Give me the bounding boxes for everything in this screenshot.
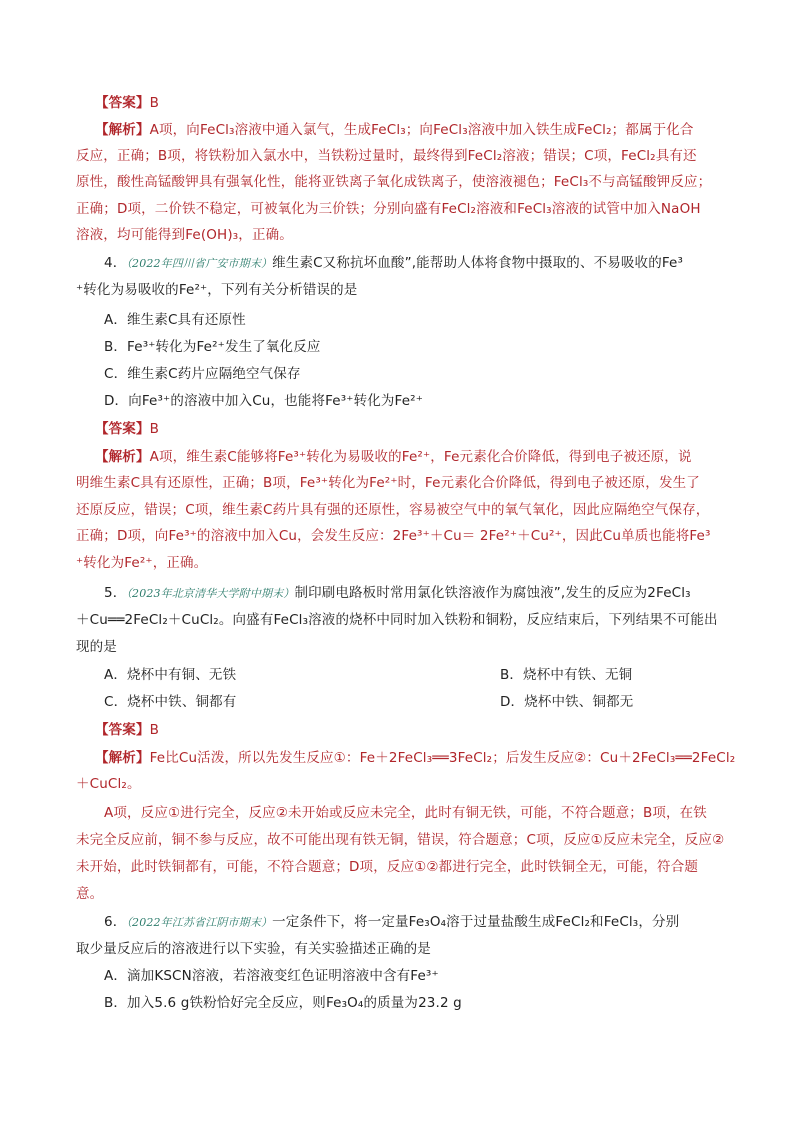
q4-number: 4． xyxy=(104,255,127,271)
q4-option-b: B．Fe³⁺转化为Fe²⁺发生了氧化反应 xyxy=(104,339,321,355)
answer-label: 【答案】 xyxy=(95,421,150,437)
q4-option-c: C．维生素C药片应隔绝空气保存 xyxy=(104,366,301,382)
q4-option-d: D．向Fe³⁺的溶液中加入Cu，也能将Fe³⁺转化为Fe²⁺ xyxy=(104,393,423,409)
q6-number: 6． xyxy=(104,914,127,930)
answer-label: 【答案】 xyxy=(95,95,150,111)
q5-analysis-line-5: 未开始，此时铁铜都有，可能，不符合题意；D项，反应①②都进行完全，此时铁铜全无，可能，符合题 xyxy=(76,859,698,875)
q5-analysis-line-2: ＋CuCl₂。 xyxy=(76,776,141,792)
q4-answer-line xyxy=(95,419,794,439)
q5-option-b: B．烧杯中有铁、无铜 xyxy=(500,667,633,683)
q6-stem-line-2: 取少量反应后的溶液进行以下实验，有关实验描述正确的是 xyxy=(76,941,431,957)
q4-analysis-line-4: 正确；D项，向Fe³⁺的溶液中加入Cu，会发生反应：2Fe³⁺＋Cu＝ 2Fe²⁺＋Cu²⁺，因此Cu单质也能将Fe³ xyxy=(76,528,711,544)
q6-option-a: A．滴加KSCN溶液，若溶液变红色证明溶液中含有Fe³⁺ xyxy=(104,968,439,984)
q3-analysis-line-5: 溶液，均可能得到Fe(OH)₃，正确。 xyxy=(76,227,293,243)
q3-analysis-line-1: 【解析】A项，向FeCl₃溶液中通入氯气，生成FeCl₃；向FeCl₃溶液中加入铁生成FeCl₂；都属于化合 xyxy=(95,122,694,138)
q5-option-d: D．烧杯中铁、铜都无 xyxy=(500,694,634,710)
q5-analysis-line-6: 意。 xyxy=(76,886,104,902)
q3-answer-line xyxy=(95,93,794,113)
q5-options-row-1 xyxy=(104,665,794,685)
q6-option-b: B．加入5.6 g铁粉恰好完全反应，则Fe₃O₄的质量为23.2 g xyxy=(104,995,462,1011)
q6-stem-line-1: 6．（2022年江苏省江阴市期末）一定条件下，将一定量Fe₃O₄溶于过量盐酸生成FeCl₂和FeCl₃，分别 xyxy=(104,914,680,930)
q4-option-a: A．维生素C具有还原性 xyxy=(104,312,246,328)
q5-number: 5． xyxy=(104,585,127,601)
analysis-label: 【解析】 xyxy=(95,449,150,465)
q5-analysis-line-4: 未完全反应前，铜不参与反应，故不可能出现有铁无铜，错误，符合题意；C项，反应①反应未完全，反应② xyxy=(76,832,725,848)
q5-option-c: C．烧杯中铁、铜都有 xyxy=(104,694,237,710)
q5-answer-line xyxy=(95,720,794,740)
q3-analysis-line-4: 正确；D项，二价铁不稳定，可被氧化为三价铁；分别向盛有FeCl₂溶液和FeCl₃溶液的试管中加入NaOH xyxy=(76,201,701,217)
q4-answer: B xyxy=(149,421,160,437)
analysis-label: 【解析】 xyxy=(95,750,150,766)
q3-analysis-line-3: 原性，酸性高锰酸钾具有强氧化性，能将亚铁离子氧化成铁离子，使溶液褪色；FeCl₃不与高锰酸钾反应； xyxy=(76,174,712,190)
q4-source: （2022年四川省广安市期末） xyxy=(126,257,273,270)
q5-stem-line-3: 现的是 xyxy=(76,639,117,655)
q4-stem-line-2: ⁺转化为易吸收的Fe²⁺，下列有关分析错误的是 xyxy=(76,282,358,298)
q5-answer: B xyxy=(149,722,160,738)
q5-options-row-2 xyxy=(104,692,794,712)
q4-analysis-line-2: 明维生素C具有还原性，正确；B项，Fe³⁺转化为Fe²⁺时，Fe元素化合价降低，得到电子被还原，发生了 xyxy=(76,475,700,491)
q3-answer: B xyxy=(149,95,160,111)
q5-analysis-line-1: 【解析】Fe比Cu活泼，所以先发生反应①：Fe＋2FeCl₃══3FeCl₂；后发生反应②：Cu＋2FeCl₃══2FeCl₂ xyxy=(95,750,736,766)
q5-source: （2023年北京清华大学附中期末） xyxy=(126,587,295,600)
q4-analysis-line-3: 还原反应，错误；C项，维生素C药片具有强的还原性，容易被空气中的氧气氧化，因此应隔绝空气保存， xyxy=(76,502,710,518)
q5-option-a: A．烧杯中有铜、无铁 xyxy=(104,667,237,683)
q6-source: （2022年江苏省江阴市期末） xyxy=(126,916,273,929)
answer-label: 【答案】 xyxy=(95,722,150,738)
analysis-label: 【解析】 xyxy=(95,122,150,138)
q4-analysis-line-5: ⁺转化为Fe²⁺，正确。 xyxy=(76,555,208,571)
q4-stem-line-1: 4．（2022年四川省广安市期末）维生素C又称抗坏血酸”,能帮助人体将食物中摄取的、不易吸收的Fe³ xyxy=(104,255,684,271)
q5-stem-line-1: 5．（2023年北京清华大学附中期末）制印刷电路板时常用氯化铁溶液作为腐蚀液”,发生的反应为2FeCl₃ xyxy=(104,585,691,601)
q5-stem-line-2: ＋Cu══2FeCl₂＋CuCl₂。向盛有FeCl₃溶液的烧杯中同时加入铁粉和铜粉，反应结束后，下列结果不可能出 xyxy=(76,612,718,628)
q4-analysis-line-1: 【解析】A项，维生素C能够将Fe³⁺转化为易吸收的Fe²⁺，Fe元素化合价降低，得到电子被还原，说 xyxy=(95,449,692,465)
q5-analysis-line-3: A项，反应①进行完全，反应②未开始或反应未完全，此时有铜无铁，可能，不符合题意；B项，在铁 xyxy=(104,805,707,821)
q3-analysis-line-2: 反应，正确；B项，将铁粉加入氯水中，当铁粉过量时，最终得到FeCl₂溶液；错误；C项，FeCl₂具有还 xyxy=(76,148,697,164)
